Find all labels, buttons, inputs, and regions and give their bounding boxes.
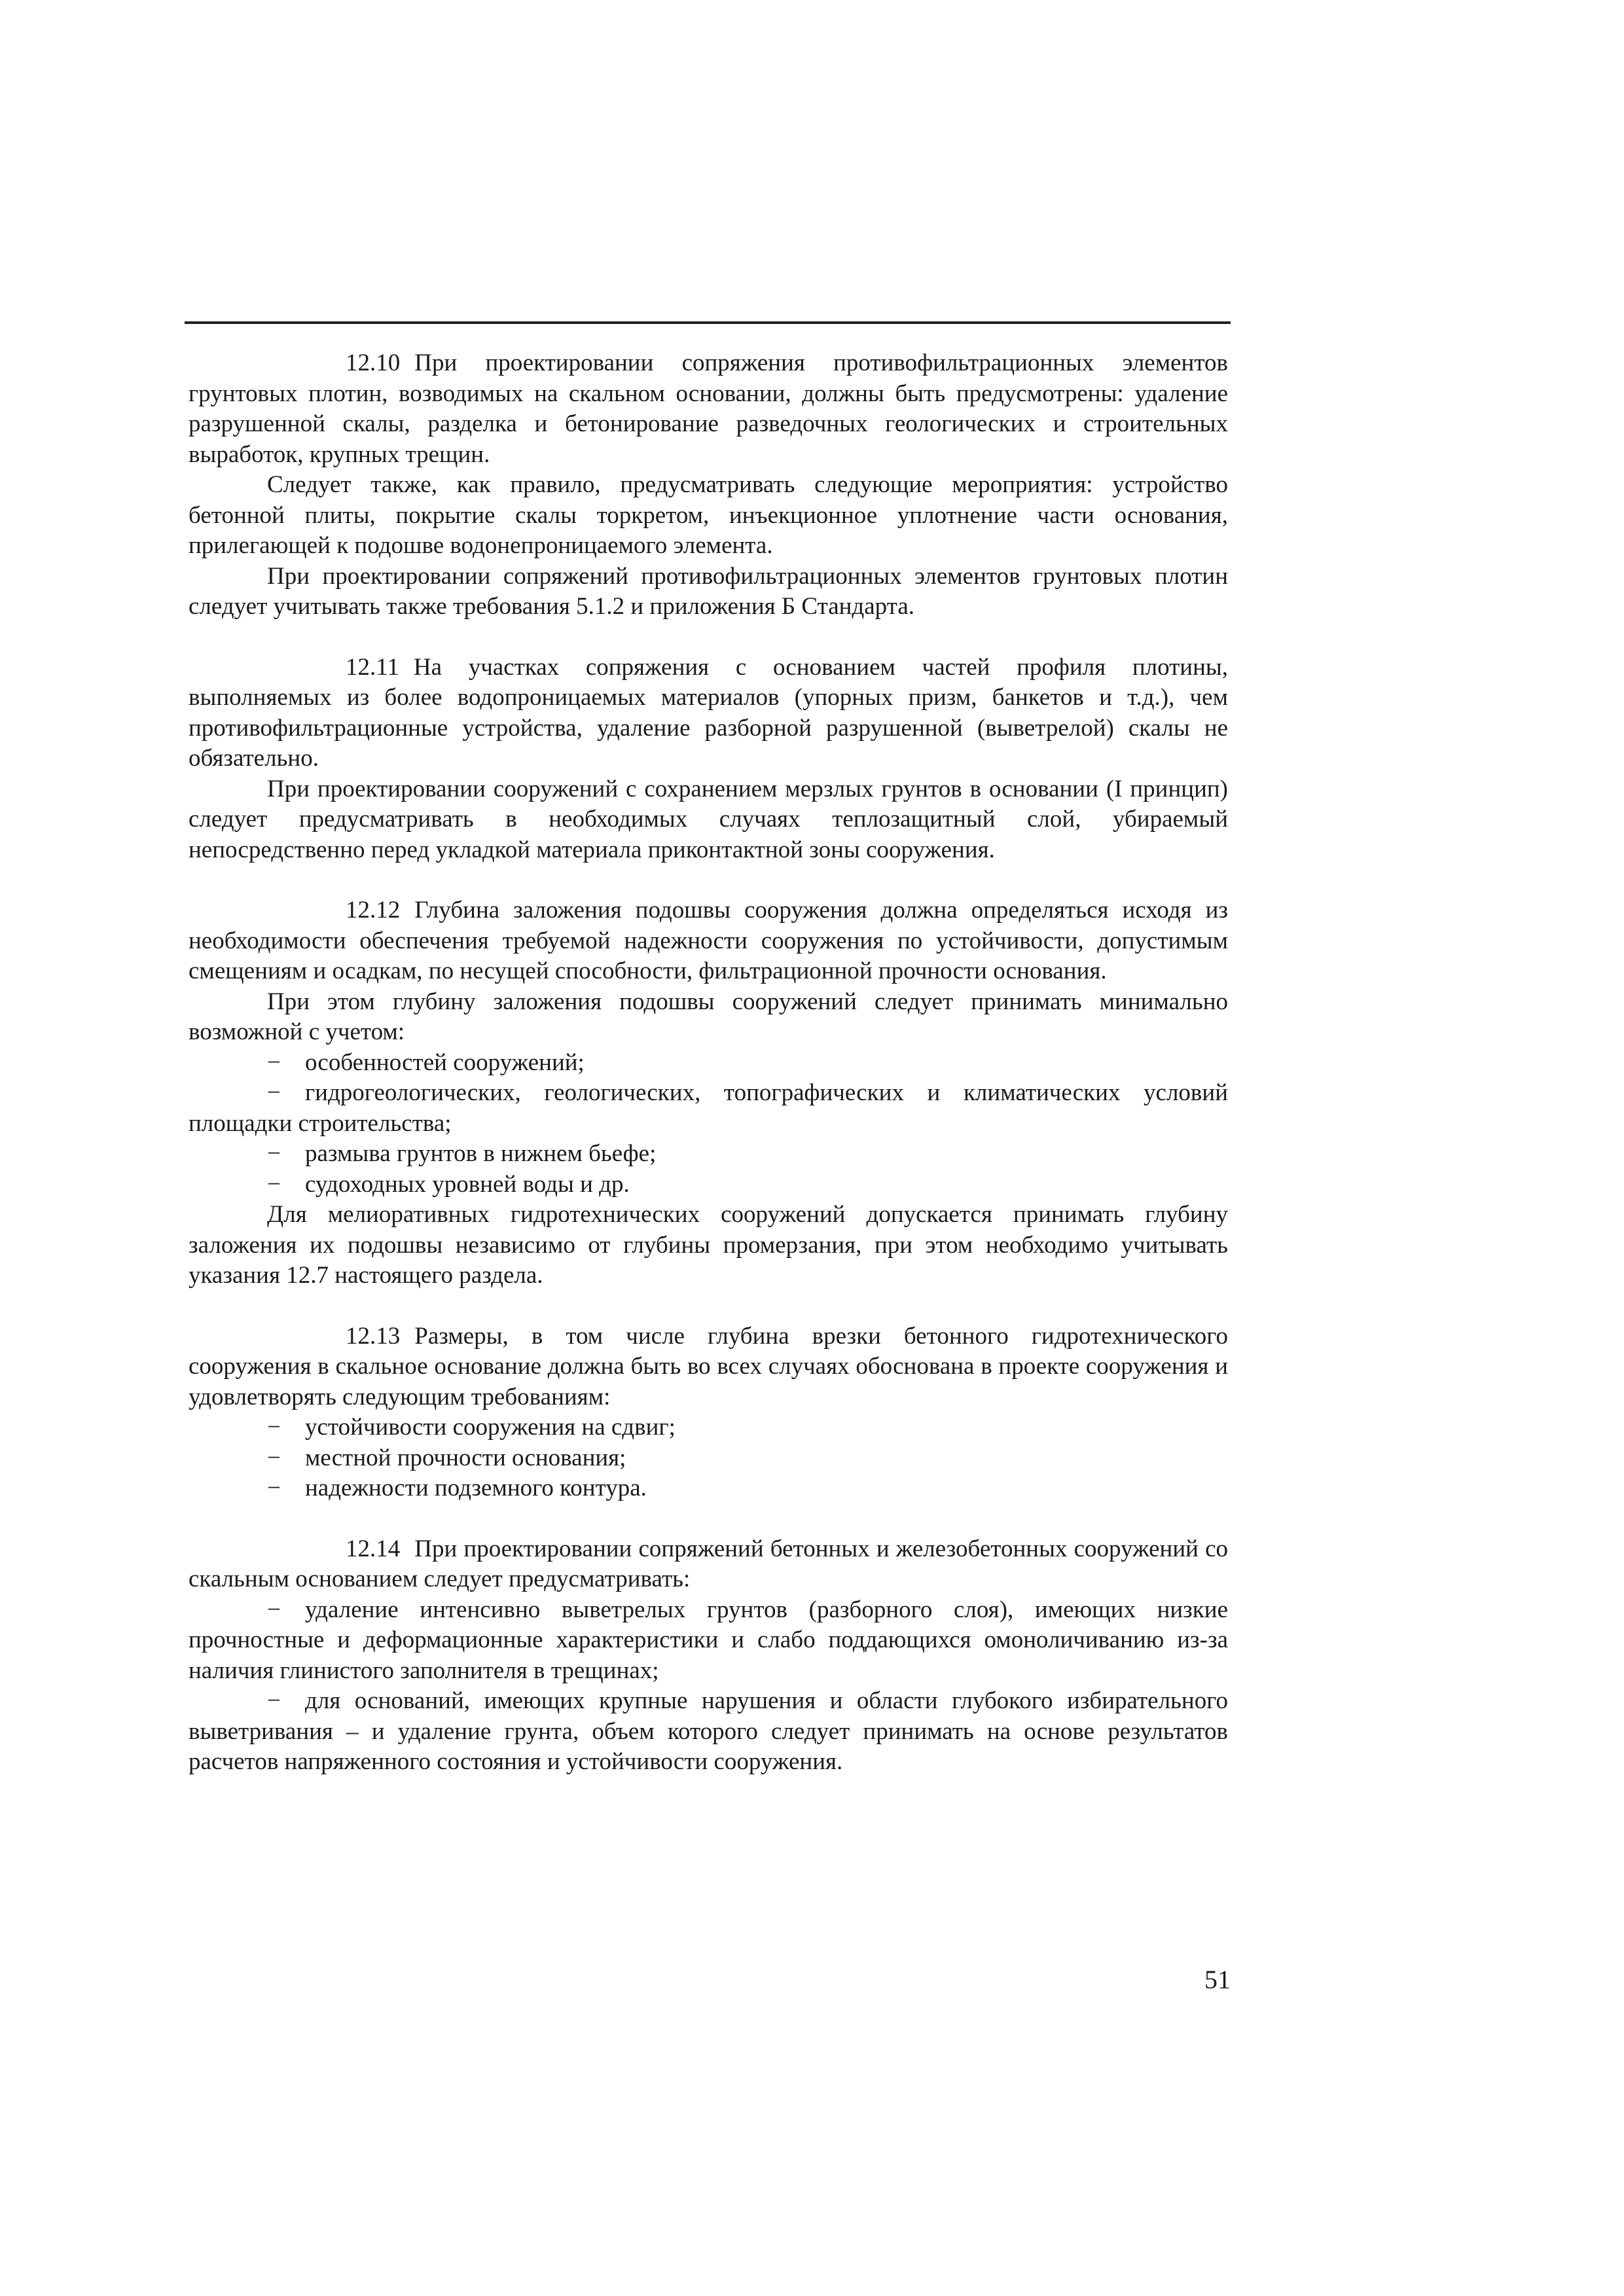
dash-marker: −	[267, 1414, 281, 1441]
document-body	[189, 348, 1228, 1778]
section-number: 12.14	[346, 1535, 401, 1562]
paragraph: Следует также, как правило, предусматривать следующие мероприятия: устройство бетонной плиты, покрытие скалы торкретом, инъекционное уплотнение части основания, прилегающей к подошве водонепроницаемого элемента.	[189, 471, 1228, 559]
page-number: 51	[1204, 1965, 1231, 1994]
dash-marker: −	[267, 1140, 281, 1167]
paragraph: 12.12 Глубина заложения подошвы сооружения должна определяться исходя из необходимости обеспечения требуемой надежности сооружения по устойчивости, допустимым смещениям и осадкам, по несущей способности, фильтрационной прочности основания.	[189, 897, 1228, 984]
dash-marker: −	[267, 1049, 281, 1076]
list-item: − судоходных уровней воды и др.	[189, 1170, 1228, 1200]
list-item: − размыва грунтов в нижнем бьефе;	[189, 1139, 1228, 1170]
dash-marker: −	[267, 1475, 281, 1501]
paragraph: 12.11 На участках сопряжения с основанием частей профиля плотины, выполняемых из более водопроницаемых материалов (упорных призм, банкетов и т.д.), чем противофильтрационные устройства, удаление разборной разрушенной (выветрелой) скалы не обязательно.	[189, 653, 1228, 772]
dash-marker: −	[267, 1079, 281, 1106]
paragraph: При этом глубину заложения подошвы сооружений следует принимать минимально возможной с учетом:	[189, 988, 1228, 1045]
dash-marker: −	[267, 1170, 281, 1198]
paragraph: 12.13 Размеры, в том числе глубина врезки бетонного гидротехнического сооружения в скальное основание должна быть во всех случаях обоснована в проекте сооружения и удовлетворять следующим требованиям:	[189, 1322, 1228, 1410]
list-item: − устойчивости сооружения на сдвиг;	[189, 1412, 1228, 1443]
section-12-10	[189, 348, 1228, 622]
section-number: 12.10	[346, 350, 401, 376]
list-item: − местной прочности основания;	[189, 1443, 1228, 1474]
section-number: 12.13	[346, 1322, 401, 1350]
list-item: − удаление интенсивно выветрелых грунтов (разборного слоя), имеющих низкие прочностные и деформационные характеристики и слабо поддающихся омоноличиванию из-за наличия глинистого заполнителя в трещинах;	[189, 1596, 1228, 1684]
section-12-11	[189, 653, 1228, 866]
section-12-13	[189, 1321, 1228, 1504]
section-number: 12.11	[346, 653, 399, 681]
list-item: − особенностей сооружений;	[189, 1048, 1228, 1079]
dash-marker: −	[267, 1596, 281, 1623]
dash-marker: −	[267, 1444, 281, 1471]
list-item: − надежности подземного контура.	[189, 1473, 1228, 1504]
paragraph: Для мелиоративных гидротехнических сооружений допускается принимать глубину заложения их подошвы независимо от глубины промерзания, при этом необходимо учитывать указания 12.7 настоящего раздела.	[189, 1201, 1228, 1289]
dash-marker: −	[267, 1687, 281, 1714]
section-number: 12.12	[346, 897, 401, 924]
list-item: − гидрогеологических, геологических, топографических и климатических условий площадки строительства;	[189, 1079, 1228, 1137]
header-rule	[185, 321, 1231, 324]
paragraph: 12.14 При проектировании сопряжений бетонных и железобетонных сооружений со скальным основанием следует предусматривать:	[189, 1535, 1228, 1592]
paragraph: При проектировании сооружений с сохранением мерзлых грунтов в основании (I принцип) следует предусматривать в необходимых случаях теплозащитный слой, убираемый непосредственно перед укладкой материала приконтактной зоны сооружения.	[189, 775, 1228, 863]
section-12-12	[189, 895, 1228, 1291]
section-12-14	[189, 1534, 1228, 1778]
list-item: − для оснований, имеющих крупные нарушения и области глубокого избирательного выветривания – и удаление грунта, объем которого следует принимать на основе результатов расчетов напряженного состояния и устойчивости сооружения.	[189, 1687, 1228, 1775]
paragraph: 12.10 При проектировании сопряжения противофильтрационных элементов грунтовых плотин, возводимых на скальном основании, должны быть предусмотрены: удаление разрушенной скалы, разделка и бетонирование разведочных геологических и строительных выработок, крупных трещин.	[189, 350, 1228, 468]
paragraph: При проектировании сопряжений противофильтрационных элементов грунтовых плотин следует учитывать также требования 5.1.2 и приложения Б Стандарта.	[189, 562, 1228, 620]
